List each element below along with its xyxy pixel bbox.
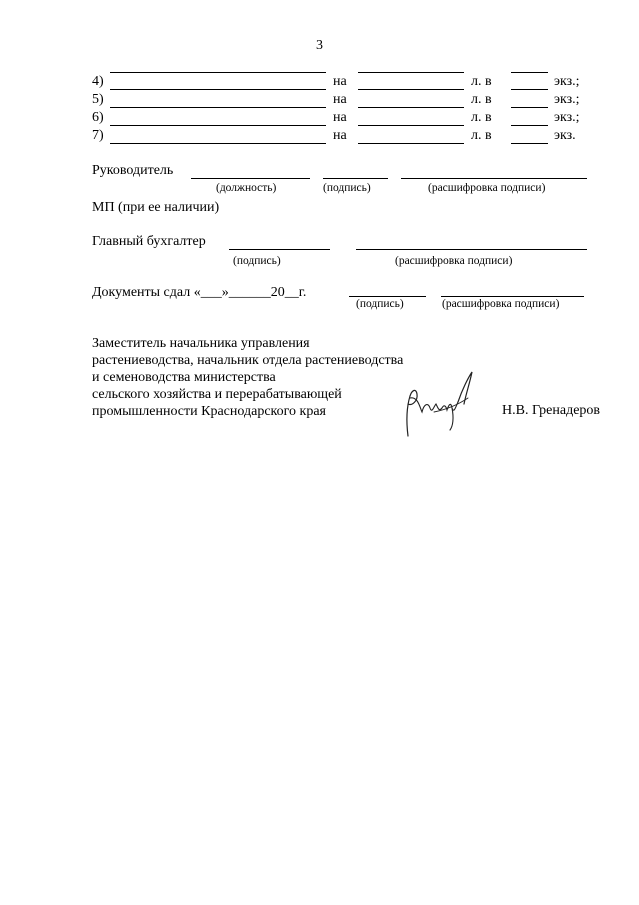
list-row-na: на [333, 128, 347, 143]
list-row-number: 4) [92, 74, 104, 89]
handover-decode-caption: (расшифровка подписи) [442, 298, 560, 310]
director-decode-caption: (расшифровка подписи) [428, 182, 546, 194]
footer-position-line: растениеводства, начальник отдела растениеводства [92, 353, 404, 368]
handover-decode-line [441, 296, 584, 297]
list-row-title-line [110, 143, 326, 144]
footer-position-line: сельского хозяйства и перерабатывающей [92, 387, 342, 402]
accountant-signature-line [229, 249, 330, 250]
director-label: Руководитель [92, 163, 174, 178]
handwritten-signature [398, 368, 480, 440]
list-row-title-line [110, 107, 326, 108]
list-row-na: на [333, 74, 347, 89]
list-row-pages-line [358, 107, 464, 108]
director-position-caption: (должность) [216, 182, 277, 194]
director-signature-caption: (подпись) [323, 182, 371, 194]
director-decode-line [401, 178, 587, 179]
list-row-na: на [333, 92, 347, 107]
list-row-copies-line [511, 125, 548, 126]
list-row-number: 5) [92, 92, 104, 107]
accountant-decode-line [356, 249, 587, 250]
accountant-signature-caption: (подпись) [233, 255, 281, 267]
list-row-lv: л. в [471, 92, 492, 107]
accountant-label: Главный бухгалтер [92, 234, 206, 249]
list-row-number: 7) [92, 128, 104, 143]
list-row-lv: л. в [471, 74, 492, 89]
stamp-note: МП (при ее наличии) [92, 200, 220, 215]
handover-signature-line [349, 296, 426, 297]
list-row-3-pages-line [358, 72, 464, 73]
footer-position-line: и семеноводства министерства [92, 370, 276, 385]
director-signature-line [323, 178, 388, 179]
footer-position-line: Заместитель начальника управления [92, 336, 310, 351]
list-row-na: на [333, 110, 347, 125]
list-row-3-copies-line [511, 72, 548, 73]
list-row-pages-line [358, 89, 464, 90]
page-number: 3 [316, 38, 323, 53]
handover-signature-caption: (подпись) [356, 298, 404, 310]
list-row-title-line [110, 89, 326, 90]
list-row-title-line [110, 125, 326, 126]
list-row-copies-line [511, 143, 548, 144]
footer-position-line: промышленности Краснодарского края [92, 404, 326, 419]
list-row-ekz: экз.; [554, 92, 580, 107]
list-row-lv: л. в [471, 110, 492, 125]
list-row-ekz: экз.; [554, 74, 580, 89]
list-row-3-title-line [110, 72, 326, 73]
list-row-ekz: экз.; [554, 110, 580, 125]
list-row-pages-line [358, 125, 464, 126]
list-row-copies-line [511, 107, 548, 108]
handover-label: Документы сдал «___»______20__г. [92, 285, 307, 300]
signatory-name: Н.В. Гренадеров [502, 403, 601, 418]
list-row-ekz: экз. [554, 128, 576, 143]
list-row-number: 6) [92, 110, 104, 125]
director-position-line [191, 178, 310, 179]
list-row-copies-line [511, 89, 548, 90]
footer-position [92, 335, 403, 420]
list-row-lv: л. в [471, 128, 492, 143]
list-row-pages-line [358, 143, 464, 144]
accountant-decode-caption: (расшифровка подписи) [395, 255, 513, 267]
